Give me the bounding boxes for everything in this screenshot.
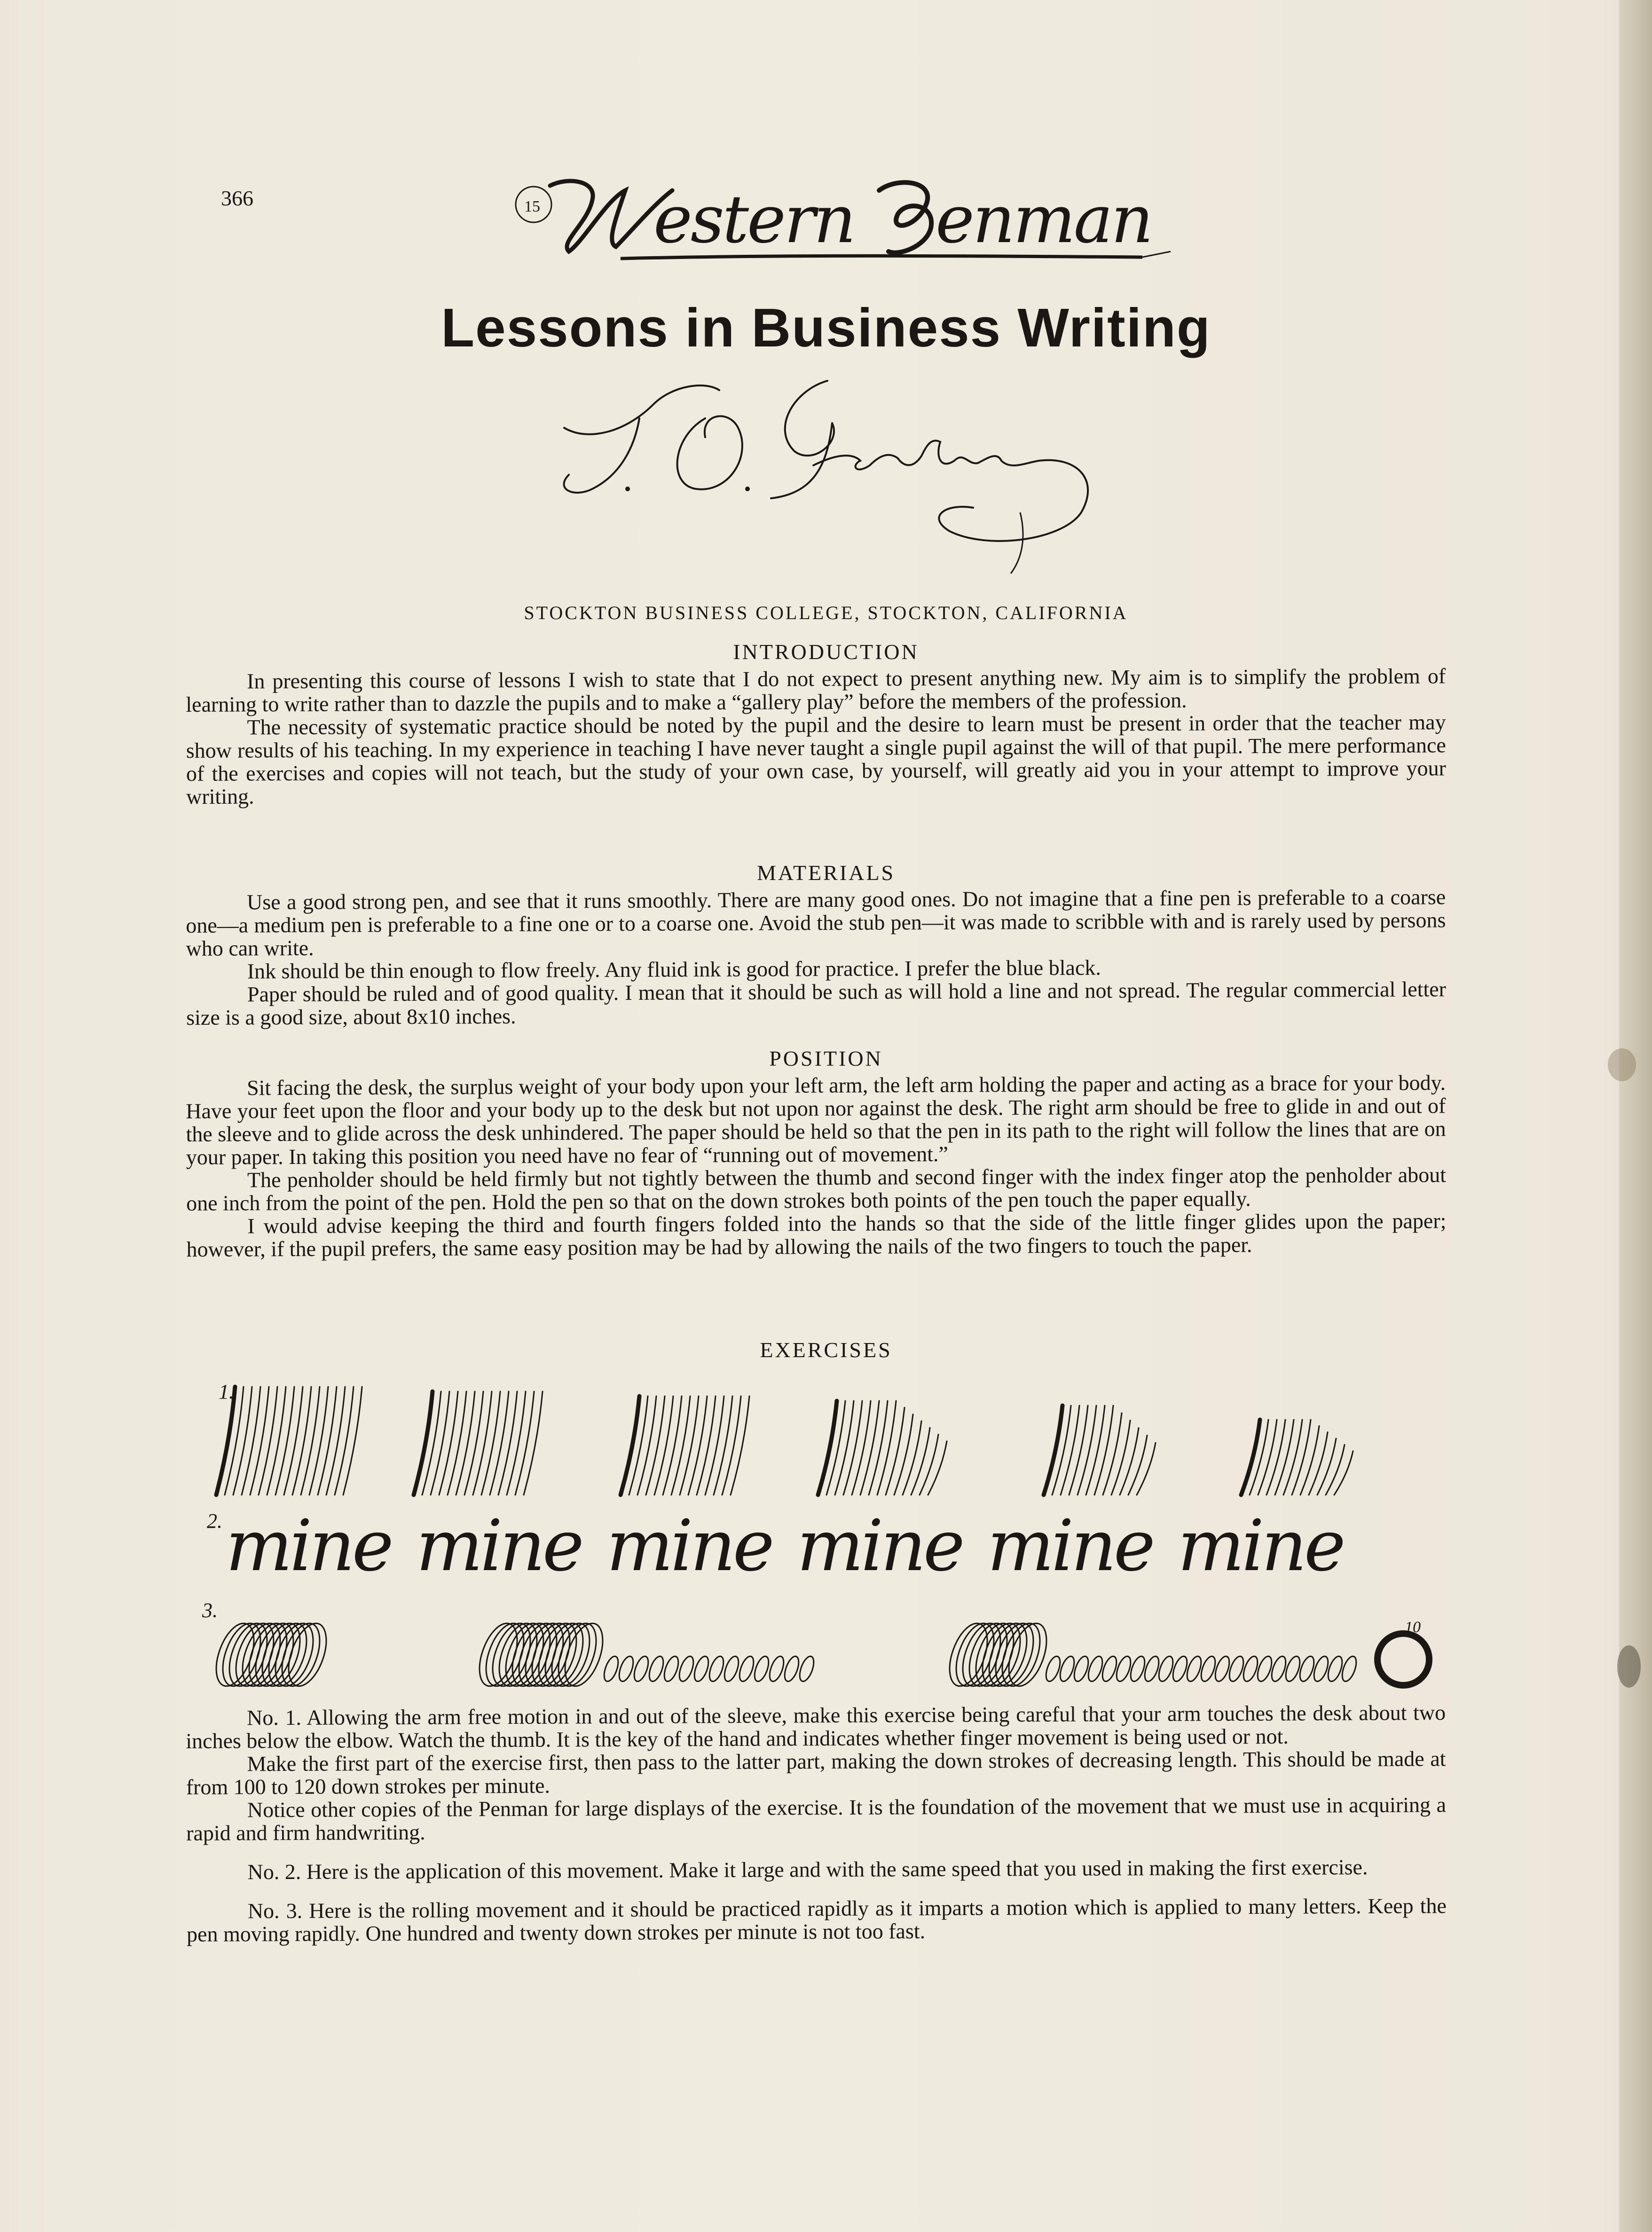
small-oval-loop	[1311, 1655, 1331, 1683]
practice-stroke	[1044, 1406, 1062, 1495]
exercise-note: Make the first part of the exercise first, then pass to the latter part, making the down strokes of decreasing length. This should be made at from 100 to 120 down strokes per minute.	[186, 1746, 1446, 1799]
rolling-oval	[498, 1619, 551, 1691]
rolling-oval	[551, 1619, 604, 1691]
small-oval-loop	[707, 1655, 726, 1683]
page-number: 366	[221, 186, 253, 210]
rolling-oval	[1001, 1619, 1054, 1691]
small-oval-loop	[737, 1655, 756, 1683]
practice-stroke	[621, 1396, 639, 1495]
exercise-label: 3.	[202, 1599, 218, 1622]
author-affiliation: STOCKTON BUSINESS COLLEGE, STOCKTON, CALIFORNIA	[524, 602, 1128, 623]
small-oval-loop	[661, 1655, 681, 1683]
rolling-oval	[215, 1619, 268, 1691]
small-oval-loop	[1198, 1655, 1218, 1683]
rolling-oval	[505, 1619, 558, 1691]
small-oval-loop	[616, 1655, 636, 1683]
copy-word-mine: mine	[226, 1505, 391, 1587]
materials-paragraph: Use a good strong pen, and see that it runs smoothly. There are many good ones. Do not imagine that a fine pen is preferable to a coarse one—a medium pen is preferable to a fine one or to a coarse one. Avoid the stub pen—it was made to scribble with and is rarely used by persons who can write.	[186, 885, 1446, 960]
exercise-label: 10	[1405, 1619, 1421, 1636]
exercise-note: No. 2. Here is the application of this movement. Make it large and with the same speed that you used in making the first exercise.	[247, 1855, 1368, 1884]
exercise-1-push-pull-strokes	[207, 1363, 1439, 1514]
small-oval-loop	[797, 1655, 817, 1683]
position-body	[186, 1071, 1447, 1261]
copy-word-mine: mine	[416, 1505, 582, 1587]
rolling-oval	[949, 1619, 1001, 1691]
small-oval-loop	[1071, 1655, 1091, 1683]
rolling-oval	[492, 1619, 544, 1691]
position-heading: POSITION	[769, 1046, 883, 1070]
rolling-oval	[982, 1619, 1034, 1691]
small-oval-loop	[1184, 1655, 1204, 1683]
rolling-oval	[995, 1619, 1047, 1691]
rolling-oval	[558, 1619, 610, 1691]
rolling-oval	[544, 1619, 597, 1691]
rolling-oval	[235, 1619, 288, 1691]
exercise-label: 2.	[207, 1509, 222, 1533]
small-oval-loop	[1100, 1655, 1119, 1683]
rolling-oval	[962, 1619, 1015, 1691]
rolling-oval	[261, 1619, 314, 1691]
exercise-note: No. 1. Allowing the arm free motion in and out of the sleeve, make this exercise being careful that your arm touches the desk about two inches below the elbow. Watch the thumb. It is the key of the hand and indicates whether finger movement is being used or not.	[186, 1700, 1446, 1753]
rolling-oval	[242, 1619, 294, 1691]
author-signature	[550, 371, 1114, 583]
introduction-paragraph: The necessity of systematic practice should be noted by the pupil and the desire to learn must be present in order that the teacher may show results of his teaching. In my experience in teaching I have never taught a single pupil against the will of that pupil. The mere performance of the exercises and copies will not teach, but the study of your own case, by yourself, will greatly aid you in your attempt to improve your writing.	[186, 710, 1447, 809]
large-oval-mark	[1377, 1634, 1429, 1685]
rolling-oval	[968, 1619, 1021, 1691]
rolling-oval	[975, 1619, 1028, 1691]
rolling-oval	[268, 1619, 321, 1691]
rolling-oval	[472, 1619, 525, 1691]
page-title: Lessons in Business Writing	[441, 297, 1211, 358]
small-oval-loop	[1269, 1655, 1289, 1683]
small-oval-loop	[722, 1655, 741, 1683]
copy-word-mine: mine	[987, 1505, 1153, 1587]
rolling-oval	[531, 1619, 584, 1691]
small-oval-loop	[1142, 1655, 1162, 1683]
exercise-label: 1.	[219, 1380, 234, 1403]
rolling-oval	[248, 1619, 301, 1691]
exercise-notes	[186, 1701, 1447, 1946]
small-oval-loop	[631, 1655, 651, 1683]
rolling-oval	[255, 1619, 307, 1691]
rolling-oval	[525, 1619, 577, 1691]
svg-text:15: 15	[524, 198, 540, 215]
materials-paragraph: Ink should be thin enough to flow freely. Any fluid ink is good for practice. I prefer the blue black.	[247, 955, 1101, 983]
rolling-oval	[228, 1619, 281, 1691]
rolling-oval	[518, 1619, 571, 1691]
position-paragraph: I would advise keeping the third and fourth fingers folded into the hands so that the side of the little finger glides upon the paper; however, if the pupil prefers, the same easy position may be had by allowing the nails of the two fingers to touch the paper.	[186, 1209, 1447, 1261]
small-oval-loop	[767, 1655, 787, 1683]
practice-stroke	[414, 1391, 433, 1495]
small-oval-loop	[1283, 1655, 1303, 1683]
small-oval-loop	[1086, 1655, 1105, 1683]
small-oval-loop	[1241, 1655, 1260, 1683]
rolling-oval	[485, 1619, 538, 1691]
rolling-oval	[479, 1619, 531, 1691]
rolling-oval	[511, 1619, 564, 1691]
svg-text:enman: enman	[936, 181, 1152, 258]
materials-paragraph: Paper should be ruled and of good quality. I mean that it should be such as will hold a line and not spread. The regular commercial letter size is a good size, about 8x10 inches.	[186, 977, 1447, 1030]
materials-body	[186, 885, 1446, 1029]
exercises-heading: EXERCISES	[760, 1338, 892, 1362]
small-oval-loop	[1212, 1655, 1232, 1683]
small-oval-loop	[646, 1655, 666, 1683]
small-oval-loop	[677, 1655, 696, 1683]
copy-word-mine: mine	[606, 1505, 772, 1587]
rolling-oval	[955, 1619, 1008, 1691]
introduction-body	[186, 664, 1446, 808]
small-oval-loop	[1128, 1655, 1148, 1683]
rolling-oval	[988, 1619, 1041, 1691]
position-paragraph: Sit facing the desk, the surplus weight of your body upon your left arm, the left arm holding the paper and acting as a brace for your body. Have your feet upon the floor and your body up to the desk but not upon nor against the desk. The right arm should be free to glide in and out of the sleeve and to glide across the desk unhindered. The paper should be held so that the pen in its path to the right will follow the lines that are on your paper. In taking this position you need have no fear of “running out of movement.”	[186, 1070, 1446, 1169]
materials-heading: MATERIALS	[756, 861, 896, 885]
introduction-paragraph: In presenting this course of lessons I wish to state that I do not expect to present anything new. My aim is to simplify the problem of learning to write rather than to dazzle the pupils and to make a “gallery play” before the members of the profession.	[186, 664, 1446, 716]
western-penman-masthead-logo	[475, 172, 1189, 270]
exercise-note: Notice other copies of the Penman for large displays of the exercise. It is the foundation of the movement that we must use in acquiring a rapid and firm handwriting.	[186, 1792, 1447, 1845]
svg-text:estern: estern	[653, 181, 854, 258]
rolling-oval	[538, 1619, 590, 1691]
rolling-oval	[275, 1619, 327, 1691]
small-oval-loop	[1297, 1655, 1317, 1683]
small-oval-loop	[1227, 1655, 1246, 1683]
small-oval-loop	[601, 1655, 621, 1683]
exercise-note: No. 3. Here is the rolling movement and it should be practiced rapidly as it imparts a motion which is applied to many letters. Keep the pen moving rapidly. One hundred and twenty down strokes per minute is not too fast.	[187, 1894, 1447, 1946]
exercise-2-mine-copies	[216, 1500, 1420, 1598]
exercise-3-rolling-ovals	[207, 1589, 1429, 1702]
small-oval-loop	[1170, 1655, 1190, 1683]
introduction-heading: INTRODUCTION	[733, 640, 919, 664]
small-oval-loop	[752, 1655, 771, 1683]
rolling-oval	[281, 1619, 334, 1691]
rolling-oval	[942, 1619, 995, 1691]
small-oval-loop	[1057, 1655, 1077, 1683]
position-paragraph: The penholder should be held firmly but not tightly between the thumb and second finger with the index finger atop the penholder about one inch from the point of the pen. Hold the pen so that on the down strokes both points of the pen touch the paper equally.	[186, 1163, 1447, 1215]
copy-word-mine: mine	[1178, 1505, 1343, 1587]
small-oval-loop	[1043, 1655, 1063, 1683]
small-oval-loop	[1156, 1655, 1176, 1683]
small-oval-loop	[692, 1655, 711, 1683]
small-oval-loop	[782, 1655, 802, 1683]
copy-word-mine: mine	[797, 1505, 962, 1587]
practice-stroke	[216, 1387, 235, 1495]
rolling-oval	[209, 1619, 261, 1691]
small-oval-loop	[1114, 1655, 1133, 1683]
small-oval-loop	[1325, 1655, 1345, 1683]
rolling-oval	[222, 1619, 275, 1691]
practice-stroke	[1241, 1420, 1260, 1495]
practice-stroke	[818, 1401, 837, 1495]
small-oval-loop	[1255, 1655, 1274, 1683]
small-oval-loop	[1339, 1655, 1359, 1683]
paper-stain	[1617, 1645, 1641, 1688]
